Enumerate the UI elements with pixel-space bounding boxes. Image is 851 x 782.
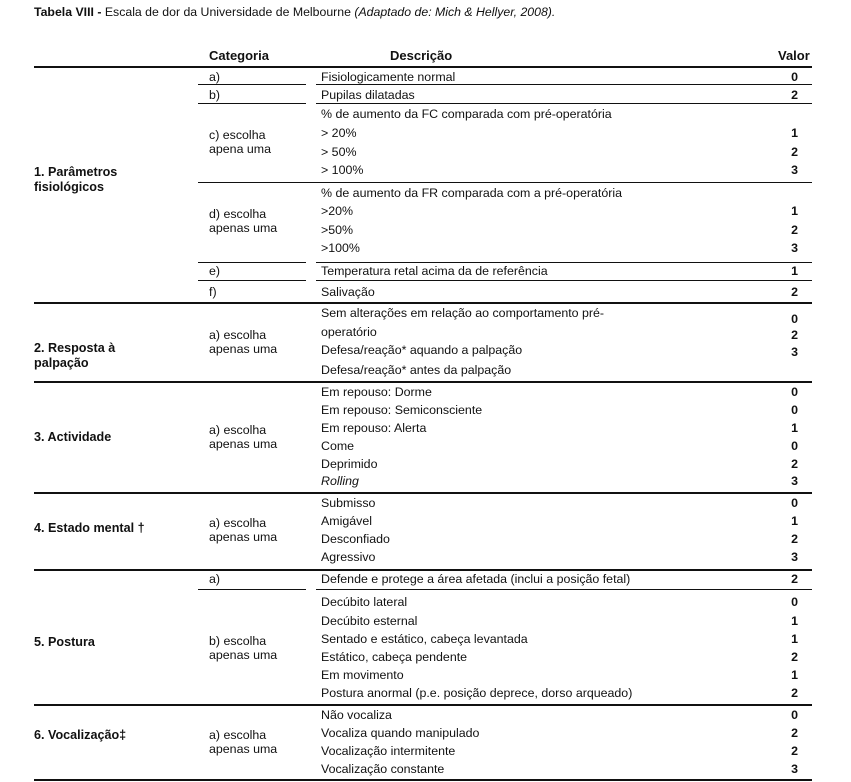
description-cell: Come (321, 439, 355, 453)
value-cell: 1 (791, 204, 798, 218)
description-cell: operatório (321, 325, 377, 339)
table-rule (316, 84, 812, 85)
caption-title: Escala de dor da Universidade de Melbourne (101, 5, 355, 19)
value-cell: 3 (791, 474, 798, 488)
table-rule (34, 381, 812, 383)
category-cell: b) escolha apenas uma (209, 633, 278, 662)
category-cell: b) (209, 88, 221, 102)
caption-source: (Adaptado de: Mich & Hellyer, 2008). (354, 5, 556, 19)
table-rule (34, 492, 812, 494)
description-cell: > 20% (321, 126, 357, 140)
description-cell: Sentado e estático, cabeça levantada (321, 632, 528, 646)
section-title: 6. Vocalização‡ (34, 728, 127, 742)
category-cell: a) escolha apenas uma (209, 516, 278, 544)
value-cell: 1 (791, 514, 798, 528)
category-cell: a) (209, 572, 221, 586)
table-rule (34, 66, 812, 68)
category-cell: a) escolha apenas uma (209, 728, 278, 756)
description-cell: Postura anormal (p.e. posição deprece, dorso arqueado) (321, 686, 633, 700)
description-cell: Defesa/reação* aquando a palpação (321, 343, 523, 357)
description-cell: % de aumento da FR comparada com a pré-operatória (321, 186, 622, 200)
value-cell: 0 (791, 496, 798, 510)
header-valor: Valor (778, 48, 810, 63)
category-cell: a) escolha apenas uma (209, 327, 278, 356)
description-cell: Agressivo (321, 550, 376, 564)
description-cell: Desconfiado (321, 532, 390, 546)
value-cell: 3 (791, 550, 798, 564)
category-cell: f) (209, 285, 217, 299)
value-cell: 2 (791, 726, 798, 740)
description-cell: Vocaliza quando manipulado (321, 726, 480, 740)
description-cell: >100% (321, 241, 360, 255)
description-cell: Vocalização constante (321, 762, 445, 776)
value-cell: 3 (791, 241, 798, 255)
description-cell: Em repouso: Semiconsciente (321, 403, 483, 417)
description-cell: Submisso (321, 496, 376, 510)
value-cell: 1 (791, 264, 798, 278)
table-rule (34, 302, 812, 304)
category-cell: c) escolha apena uma (209, 128, 272, 156)
description-cell: Fisiologicamente normal (321, 70, 456, 84)
value-cell: 3 (791, 762, 798, 776)
table-rule (316, 262, 812, 263)
description-cell: % de aumento da FC comparada com pré-operatória (321, 107, 612, 121)
description-cell: Rolling (321, 474, 359, 488)
value-cell: 1 (791, 421, 798, 435)
description-cell: > 50% (321, 145, 357, 159)
table-rule (34, 779, 812, 781)
value-cell: 1 (791, 614, 798, 628)
description-cell: Em repouso: Dorme (321, 385, 432, 399)
description-cell: > 100% (321, 163, 364, 177)
value-cell: 2 (791, 457, 798, 471)
caption-label: Tabela VIII - (34, 5, 102, 19)
value-cell: 2 (791, 686, 798, 700)
value-cell: 0 (791, 595, 798, 609)
description-cell: >20% (321, 204, 354, 218)
section-title: 1. Parâmetros fisiológicos (34, 165, 118, 194)
description-cell: Amigável (321, 514, 372, 528)
description-cell: Decúbito esternal (321, 614, 418, 628)
category-cell: a) escolha apenas uma (209, 422, 278, 451)
table-rule (34, 569, 812, 571)
table-rule (198, 84, 306, 85)
description-cell: Em repouso: Alerta (321, 421, 427, 435)
table-rule (316, 103, 812, 104)
table-rule (198, 103, 306, 104)
description-cell: Salivação (321, 285, 375, 299)
value-cell: 2 (791, 328, 798, 342)
description-cell: Não vocaliza (321, 708, 392, 722)
table-rule (198, 280, 306, 281)
description-cell: Sem alterações em relação ao comportamento pré- (321, 306, 605, 320)
table-rule (198, 589, 306, 590)
description-cell: Defende e protege a área afetada (inclui a posição fetal) (321, 572, 631, 586)
section-title: 5. Postura (34, 635, 95, 649)
value-cell: 2 (791, 572, 798, 586)
value-cell: 1 (791, 126, 798, 140)
value-cell: 1 (791, 668, 798, 682)
value-cell: 0 (791, 70, 798, 84)
description-cell: Vocalização intermitente (321, 744, 456, 758)
table-rule (34, 704, 812, 706)
value-cell: 2 (791, 532, 798, 546)
value-cell: 2 (791, 223, 798, 237)
value-cell: 0 (791, 403, 798, 417)
value-cell: 0 (791, 312, 798, 326)
description-cell: Temperatura retal acima da de referência (321, 264, 548, 278)
description-cell: >50% (321, 223, 354, 237)
value-cell: 2 (791, 744, 798, 758)
table-caption (34, 5, 555, 19)
description-cell: Estático, cabeça pendente (321, 650, 468, 664)
value-cell: 3 (791, 163, 798, 177)
description-cell: Decúbito lateral (321, 595, 408, 609)
header-categoria: Categoria (209, 48, 269, 63)
value-cell: 0 (791, 439, 798, 453)
value-cell: 1 (791, 632, 798, 646)
section-title: 3. Actividade (34, 430, 112, 444)
value-cell: 2 (791, 145, 798, 159)
table-rule (316, 280, 812, 281)
value-cell: 0 (791, 385, 798, 399)
description-cell: Em movimento (321, 668, 404, 682)
section-title: 4. Estado mental † (34, 521, 145, 535)
table-rule (316, 589, 812, 590)
table-rule (198, 262, 306, 263)
description-cell: Deprimido (321, 457, 378, 471)
value-cell: 2 (791, 88, 798, 102)
value-cell: 3 (791, 345, 798, 359)
value-cell: 2 (791, 650, 798, 664)
category-cell: e) (209, 264, 221, 278)
category-cell: d) escolha apenas uma (209, 206, 278, 235)
description-cell: Pupilas dilatadas (321, 88, 415, 102)
value-cell: 2 (791, 285, 798, 299)
section-title: 2. Resposta à palpação (34, 341, 116, 370)
category-cell: a) (209, 70, 221, 84)
header-descricao: Descrição (390, 48, 453, 63)
description-cell: Defesa/reação* antes da palpação (321, 363, 512, 377)
value-cell: 0 (791, 708, 798, 722)
table-rule (198, 182, 812, 183)
